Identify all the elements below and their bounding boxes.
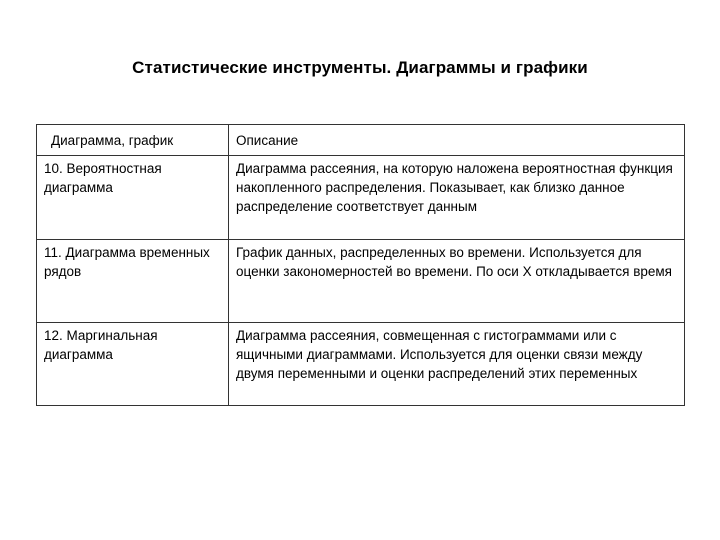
table-row (37, 323, 685, 406)
tools-table-container (36, 124, 684, 406)
cell-description: График данных, распределенных во времени. Используется для оценки закономерностей во времени. По оси X откладывается время (229, 240, 685, 323)
page-title: Статистические инструменты. Диаграммы и графики (132, 58, 588, 77)
cell-description: Диаграмма рассеяния, совмещенная с гистограммами или с ящичными диаграммами. Используется для оценки связи между двумя переменными и оценки распределений этих переменных (229, 323, 685, 406)
tools-table (36, 124, 685, 406)
table-row (37, 156, 685, 240)
header-chart: Диаграмма, график (37, 125, 229, 156)
table-row (37, 240, 685, 323)
cell-chart-name: 10. Вероятностная диаграмма (37, 156, 229, 240)
cell-chart-name: 11. Диаграмма временных рядов (37, 240, 229, 323)
table-header-row (37, 125, 685, 156)
cell-description: Диаграмма рассеяния, на которую наложена вероятностная функция накопленного распределения. Показывает, как близко данное распределение соответствует данным (229, 156, 685, 240)
header-description: Описание (229, 125, 685, 156)
cell-chart-name: 12. Маргинальная диаграмма (37, 323, 229, 406)
